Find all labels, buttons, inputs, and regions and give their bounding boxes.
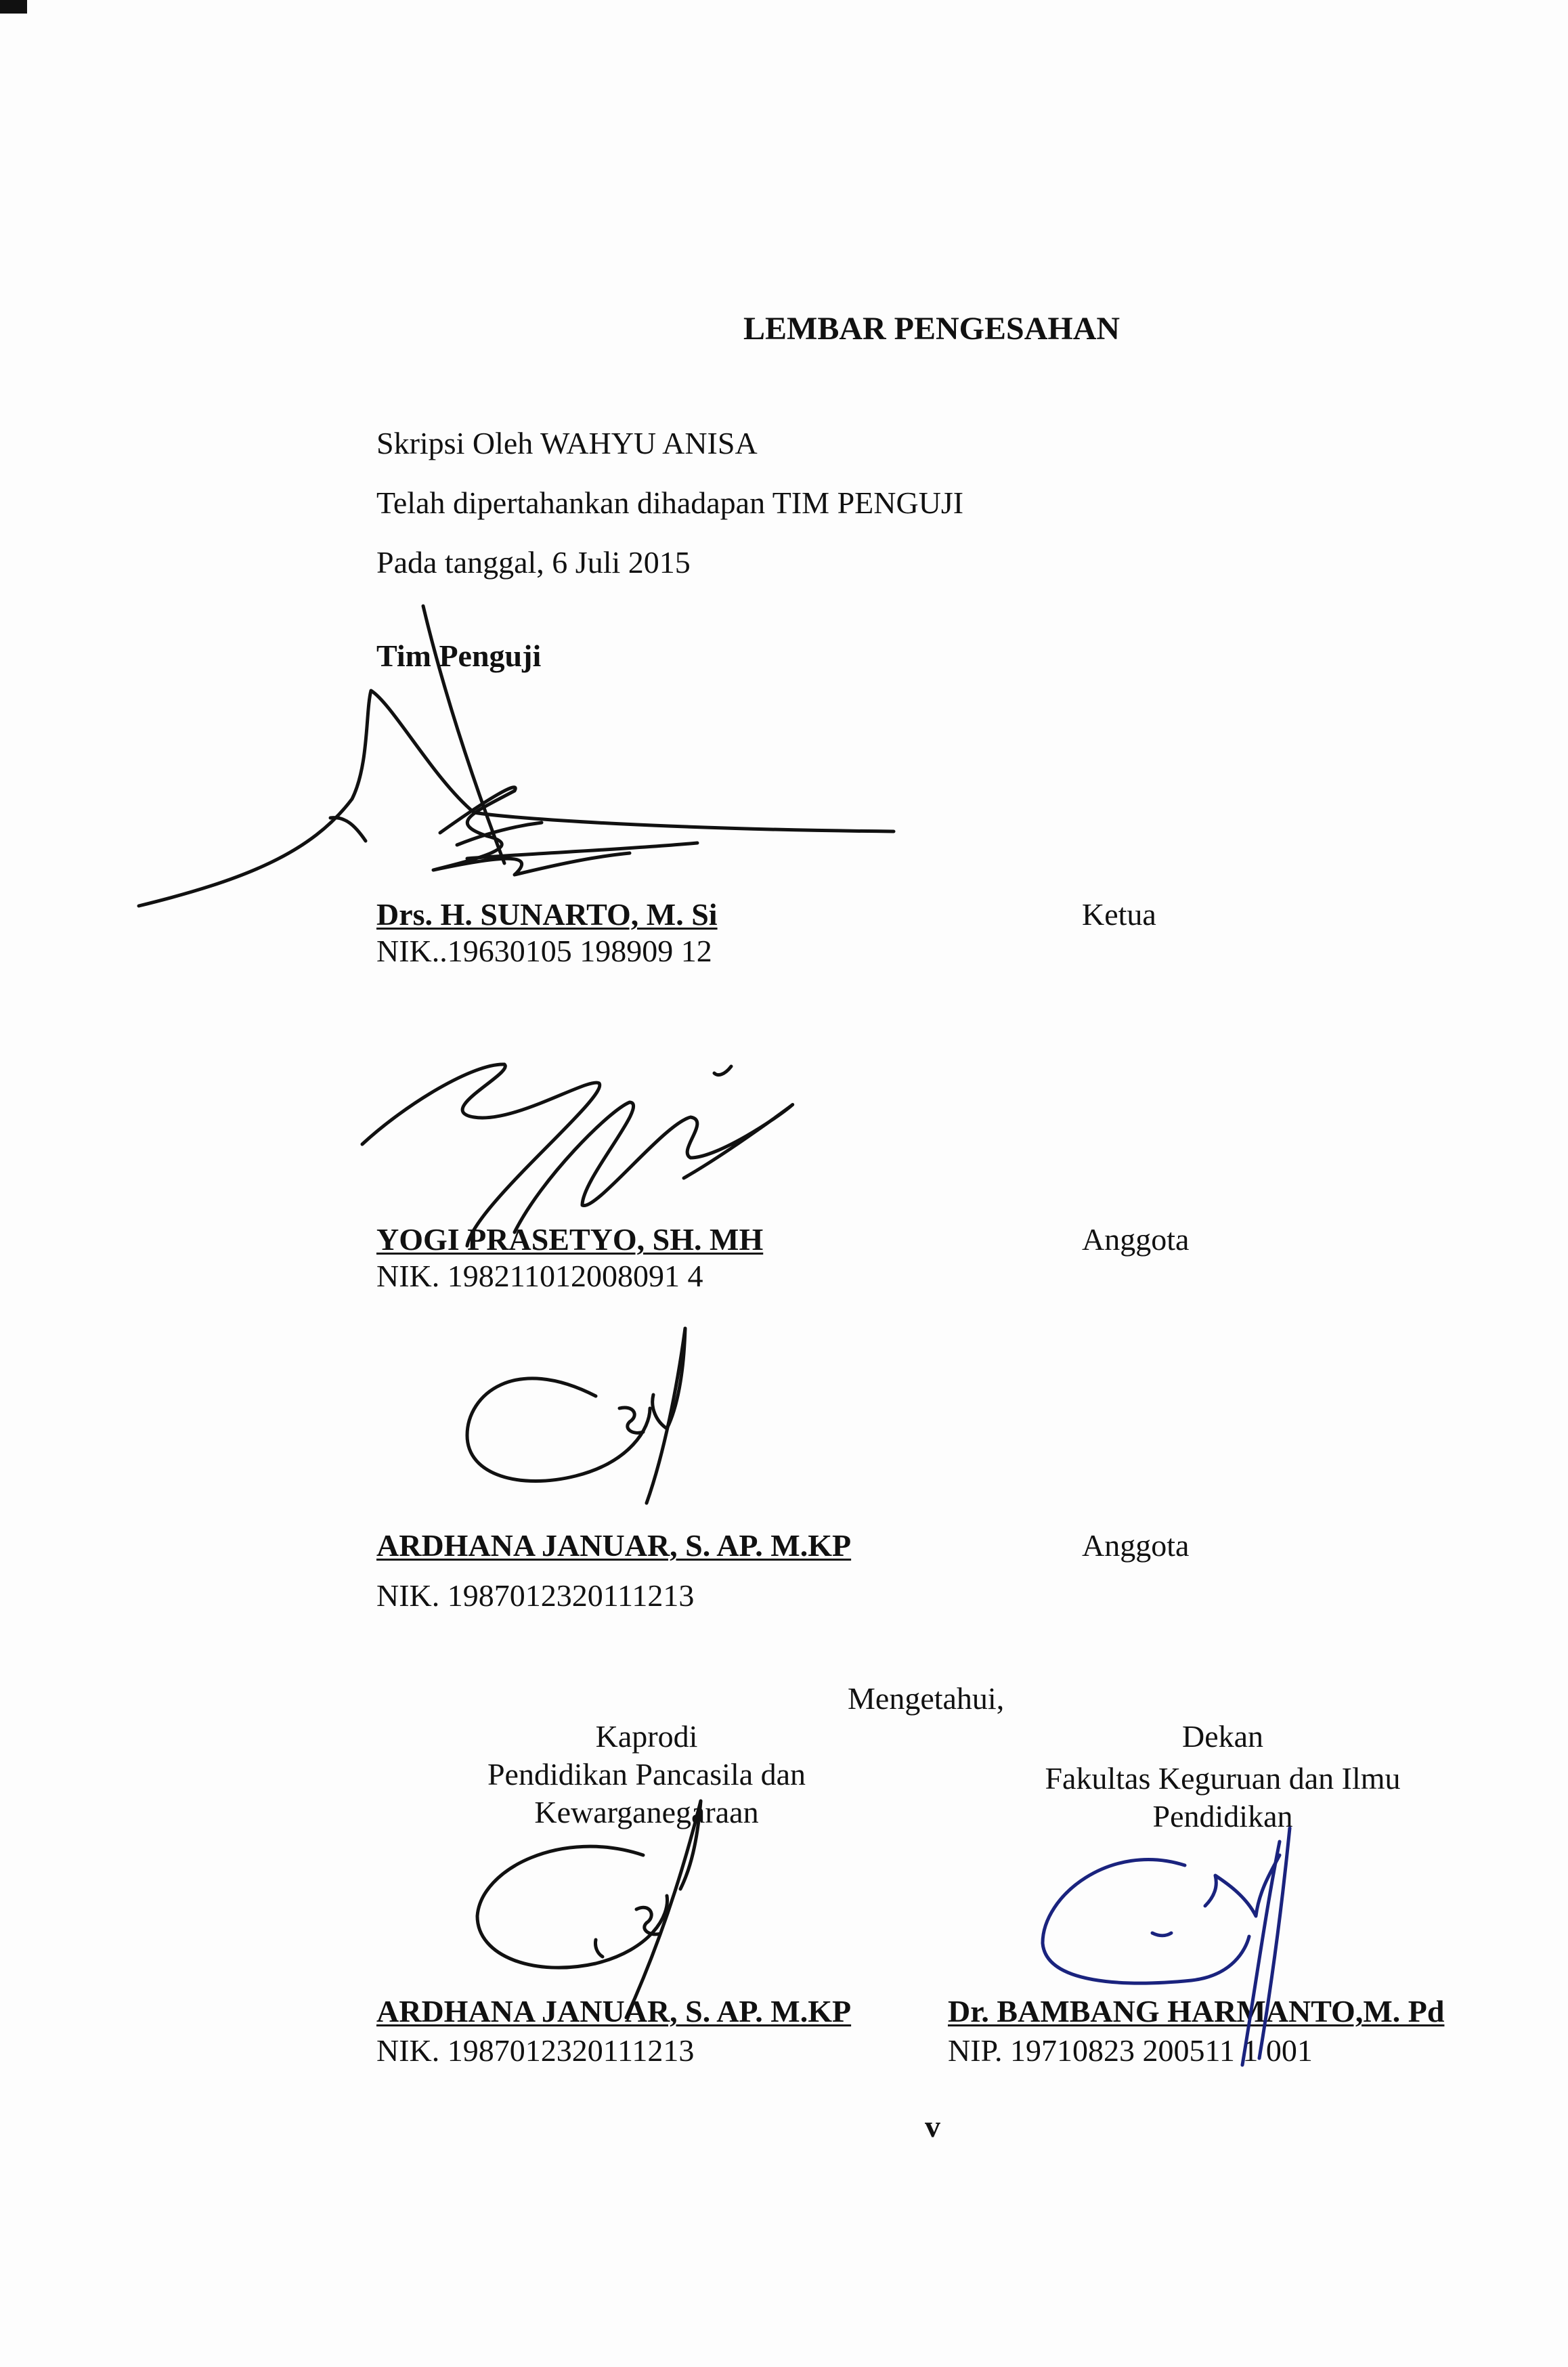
tim-penguji-label: Tim Penguji xyxy=(376,638,542,673)
scan-corner-mark xyxy=(0,0,27,14)
right-approver-position: Dekan xyxy=(1181,1719,1264,1754)
signature-bambang xyxy=(1043,1828,1290,2065)
page-title: LEMBAR PENGESAHAN xyxy=(743,311,1120,347)
intro-line-1: Skripsi Oleh WAHYU ANISA xyxy=(376,426,758,460)
examiner-3-name: ARDHANA JANUAR, S. AP. M.KP xyxy=(376,1528,852,1563)
acknowledgement-label: Mengetahui, xyxy=(848,1681,1005,1716)
examiner-2-id: NIK. 198211012008091 4 xyxy=(376,1259,703,1293)
signature-ardhana-1 xyxy=(467,1328,685,1503)
intro-line-3: Pada tanggal, 6 Juli 2015 xyxy=(376,545,691,580)
right-approver-unit-line-2: Pendidikan xyxy=(1152,1799,1293,1833)
examiner-3-id: NIK. 1987012320111213 xyxy=(376,1578,695,1613)
examiner-2-name: YOGI PRASETYO, SH. MH xyxy=(376,1222,764,1257)
examiner-2-role: Anggota xyxy=(1082,1222,1190,1257)
right-approver-id: NIP. 19710823 200511 1 001 xyxy=(948,2033,1313,2068)
examiner-3-role: Anggota xyxy=(1082,1528,1190,1563)
left-approver-position: Kaprodi xyxy=(595,1719,698,1754)
signature-ardhana-2 xyxy=(477,1801,701,2018)
left-approver-name: ARDHANA JANUAR, S. AP. M.KP xyxy=(376,1994,852,2028)
left-approver-unit-line-2: Kewarganegaraan xyxy=(534,1795,759,1829)
right-approver-unit-line-1: Fakultas Keguruan dan Ilmu xyxy=(1045,1761,1401,1796)
left-approver-unit-line-1: Pendidikan Pancasila dan xyxy=(487,1757,806,1791)
right-approver-name: Dr. BAMBANG HARMANTO,M. Pd xyxy=(948,1994,1445,2028)
left-approver-id: NIK. 1987012320111213 xyxy=(376,2033,695,2068)
examiner-1-name: Drs. H. SUNARTO, M. Si xyxy=(376,897,718,932)
examiner-1-id: NIK..19630105 198909 12 xyxy=(376,934,712,968)
examiner-1-role: Ketua xyxy=(1082,897,1156,932)
signature-yogi xyxy=(362,1064,793,1246)
intro-line-2: Telah dipertahankan dihadapan TIM PENGUJI xyxy=(376,485,964,520)
page-number: v xyxy=(925,2109,940,2144)
